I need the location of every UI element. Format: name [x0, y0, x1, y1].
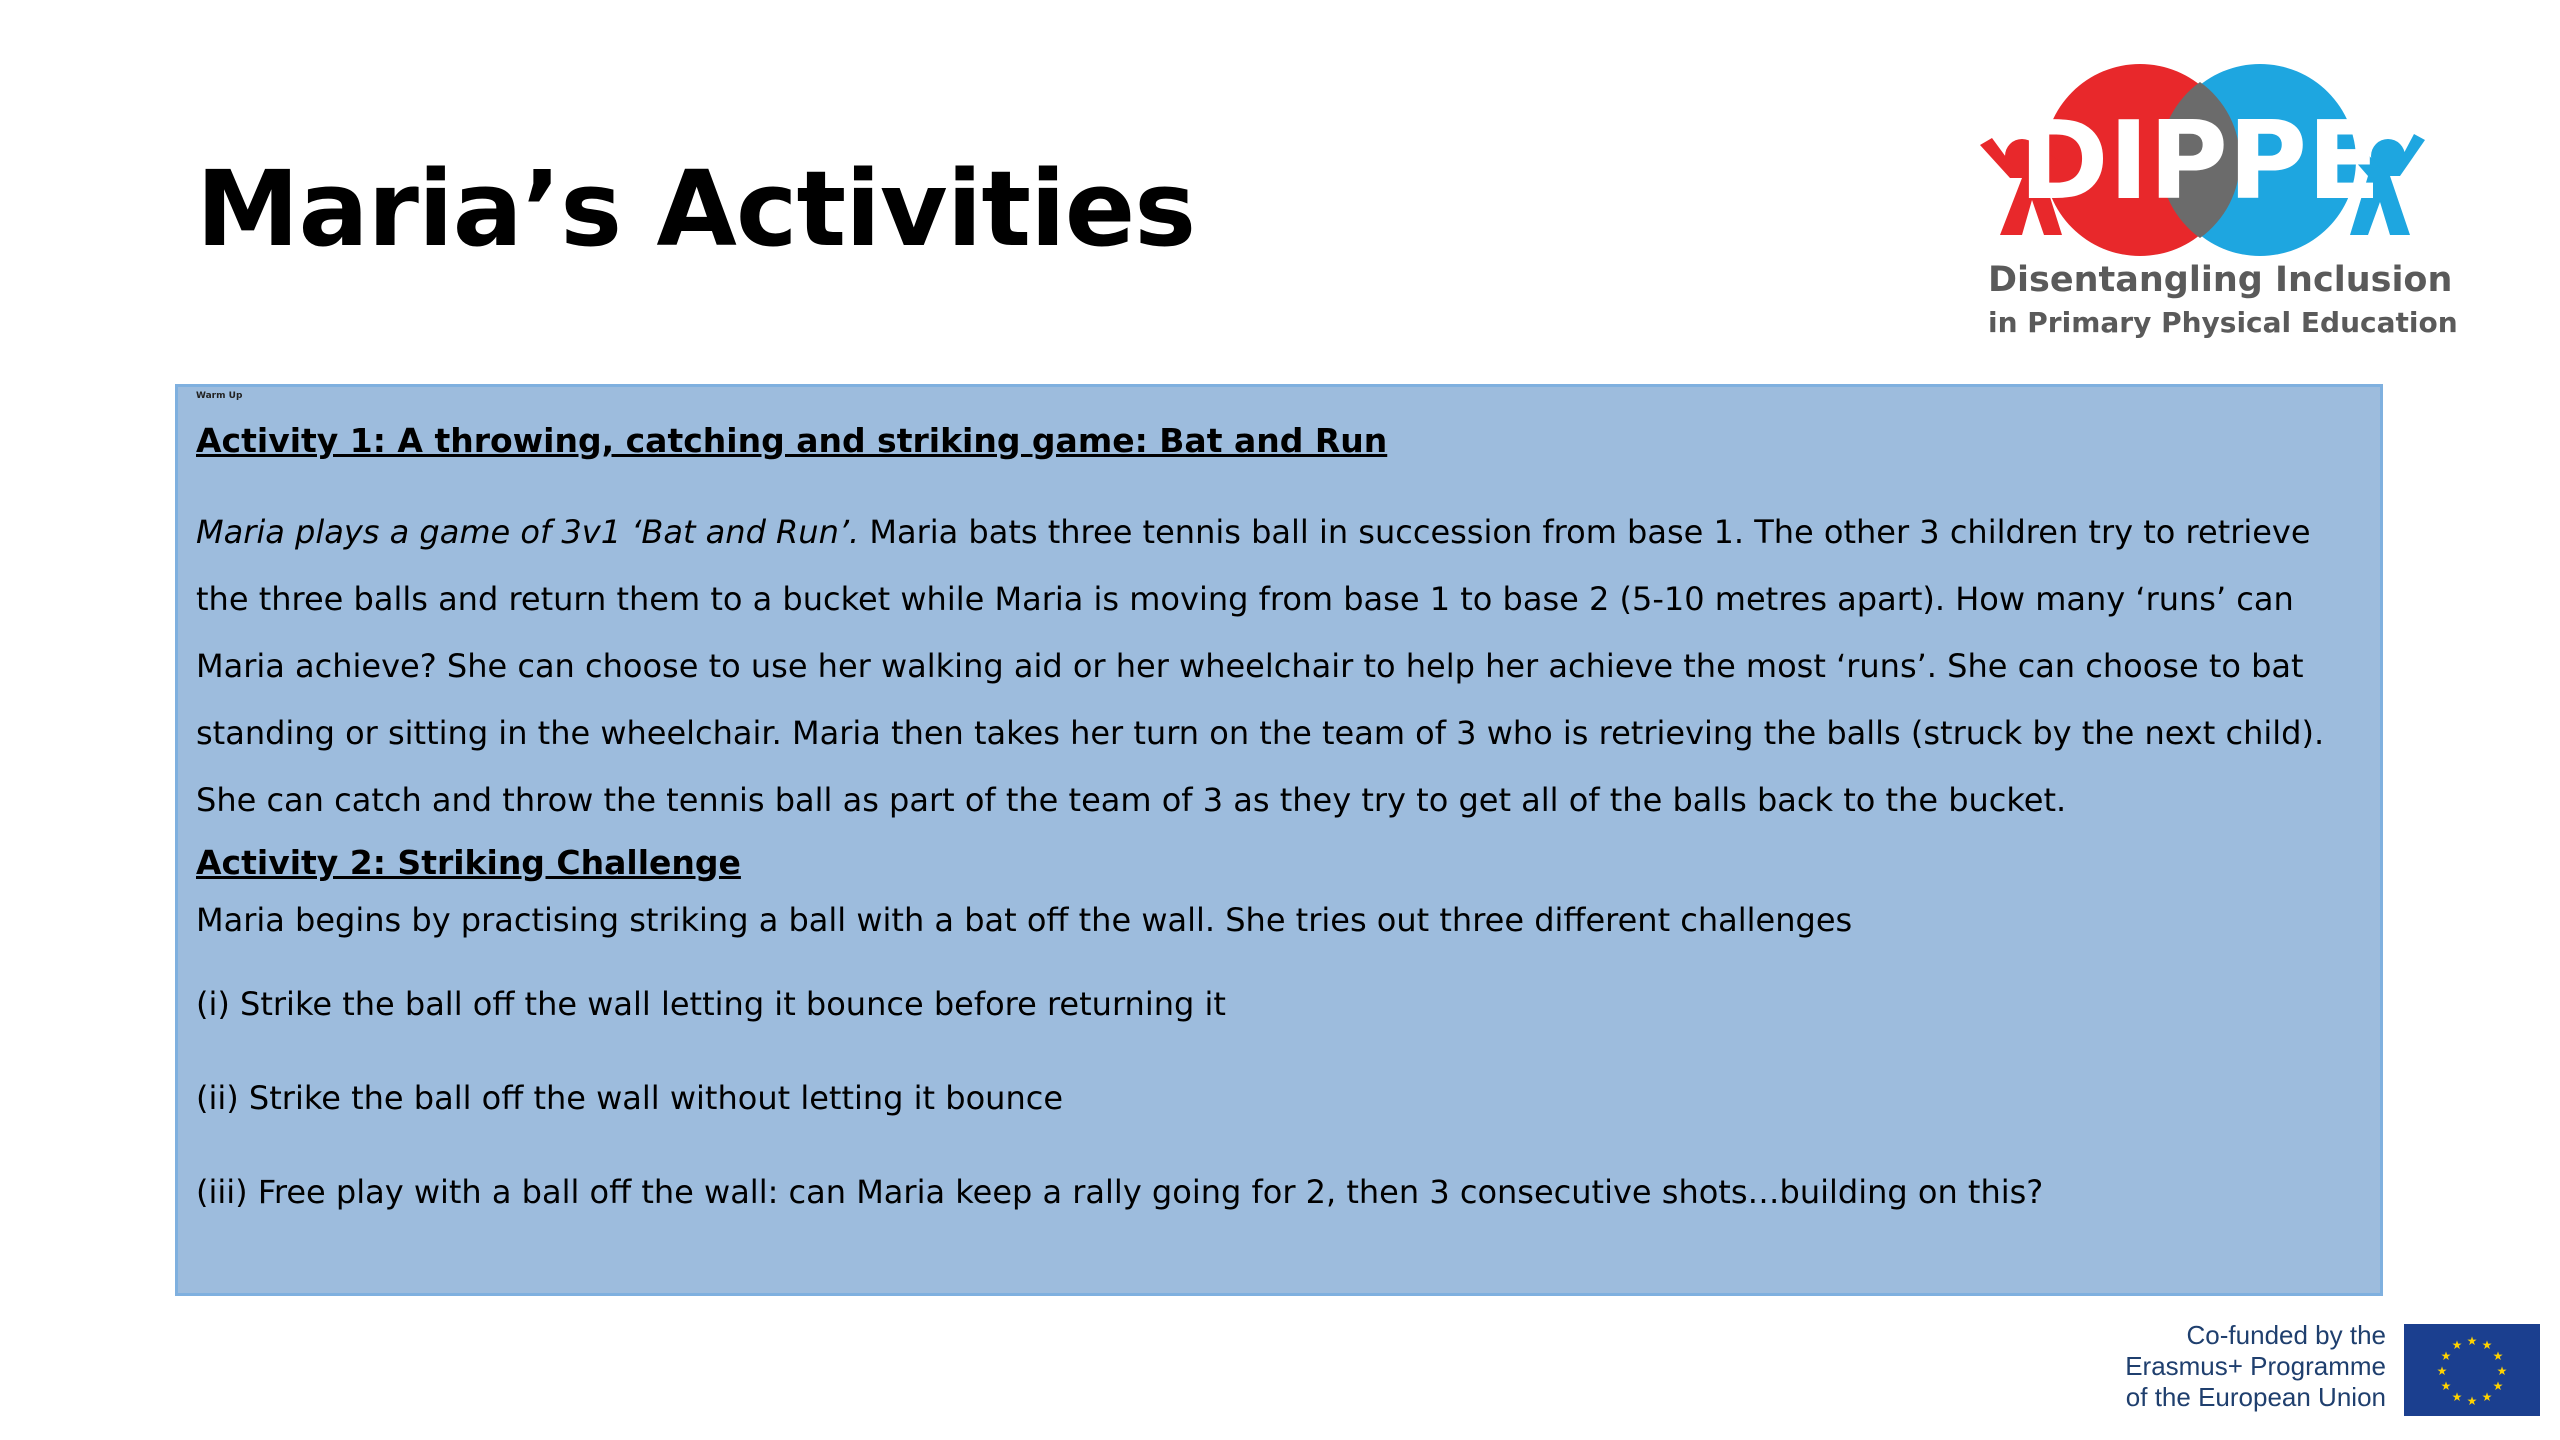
- eu-stars: [2404, 1324, 2540, 1416]
- eu-star: ★: [2492, 1349, 2504, 1363]
- eu-star: ★: [2451, 1338, 2463, 1352]
- eu-star: ★: [2481, 1390, 2493, 1404]
- logo-wordmark: DIPPE: [2019, 99, 2381, 224]
- logo-tagline-2: in Primary Physical Education: [1988, 306, 2458, 339]
- dippe-logo: [1970, 60, 2458, 350]
- eu-line-1: Co-funded by the: [2186, 1320, 2386, 1350]
- activity-2-intro: Maria begins by practising striking a ball with a bat off the wall. She tries out three different challenges: [196, 901, 1853, 939]
- challenge-item-2: (ii) Strike the ball off the wall without letting it bounce: [196, 1079, 1063, 1117]
- activity-2-heading: Activity 2: Striking Challenge: [196, 843, 741, 882]
- activity-1-description: [196, 499, 2366, 834]
- activity-1-heading: Activity 1: A throwing, catching and striking game: Bat and Run: [196, 421, 1388, 460]
- activity-1-body: Maria bats three tennis ball in succession from base 1. The other 3 children try to retrieve the three balls and return them to a bucket while Maria is moving from base 1 to base 2 (5-10 metres apart). How many ‘runs’ can Maria achieve? She can choose to use her walking aid or her wheelchair to help her achieve the most ‘runs’. She can choose to bat standing or sitting in the wheelchair. Maria then takes her turn on the team of 3 who is retrieving the balls (struck by the next child). She can catch and throw the tennis ball as part of the team of 3 as they try to get all of the balls back to the bucket.: [196, 513, 2325, 819]
- eu-star: ★: [2492, 1379, 2504, 1393]
- challenge-item-3: (iii) Free play with a ball off the wall: can Maria keep a rally going for 2, then 3 consecutive shots…building on this?: [196, 1173, 2044, 1211]
- eu-star: ★: [2436, 1364, 2448, 1378]
- eu-star: ★: [2496, 1364, 2508, 1378]
- challenge-item-1: (i) Strike the ball off the wall letting it bounce before returning it: [196, 985, 1226, 1023]
- activity-1-intro: Maria plays a game of 3v1 ‘Bat and Run’.: [196, 513, 860, 551]
- eu-star: ★: [2451, 1390, 2463, 1404]
- eu-flag-icon: [2404, 1324, 2540, 1416]
- dippe-logo-graphic: [1970, 60, 2430, 260]
- eu-star: ★: [2440, 1349, 2452, 1363]
- warm-up-label: Warm Up: [196, 391, 243, 401]
- eu-line-3: of the European Union: [2125, 1382, 2386, 1412]
- eu-cofunding-text: [2000, 1320, 2386, 1413]
- eu-star: ★: [2466, 1394, 2478, 1408]
- activities-box: [175, 384, 2383, 1296]
- logo-tagline-1: Disentangling Inclusion: [1988, 260, 2453, 300]
- eu-star: ★: [2466, 1334, 2478, 1348]
- eu-star: ★: [2481, 1338, 2493, 1352]
- eu-line-2: Erasmus+ Programme: [2125, 1351, 2386, 1381]
- eu-star: ★: [2440, 1379, 2452, 1393]
- page-title: Maria’s Activities: [196, 148, 1196, 270]
